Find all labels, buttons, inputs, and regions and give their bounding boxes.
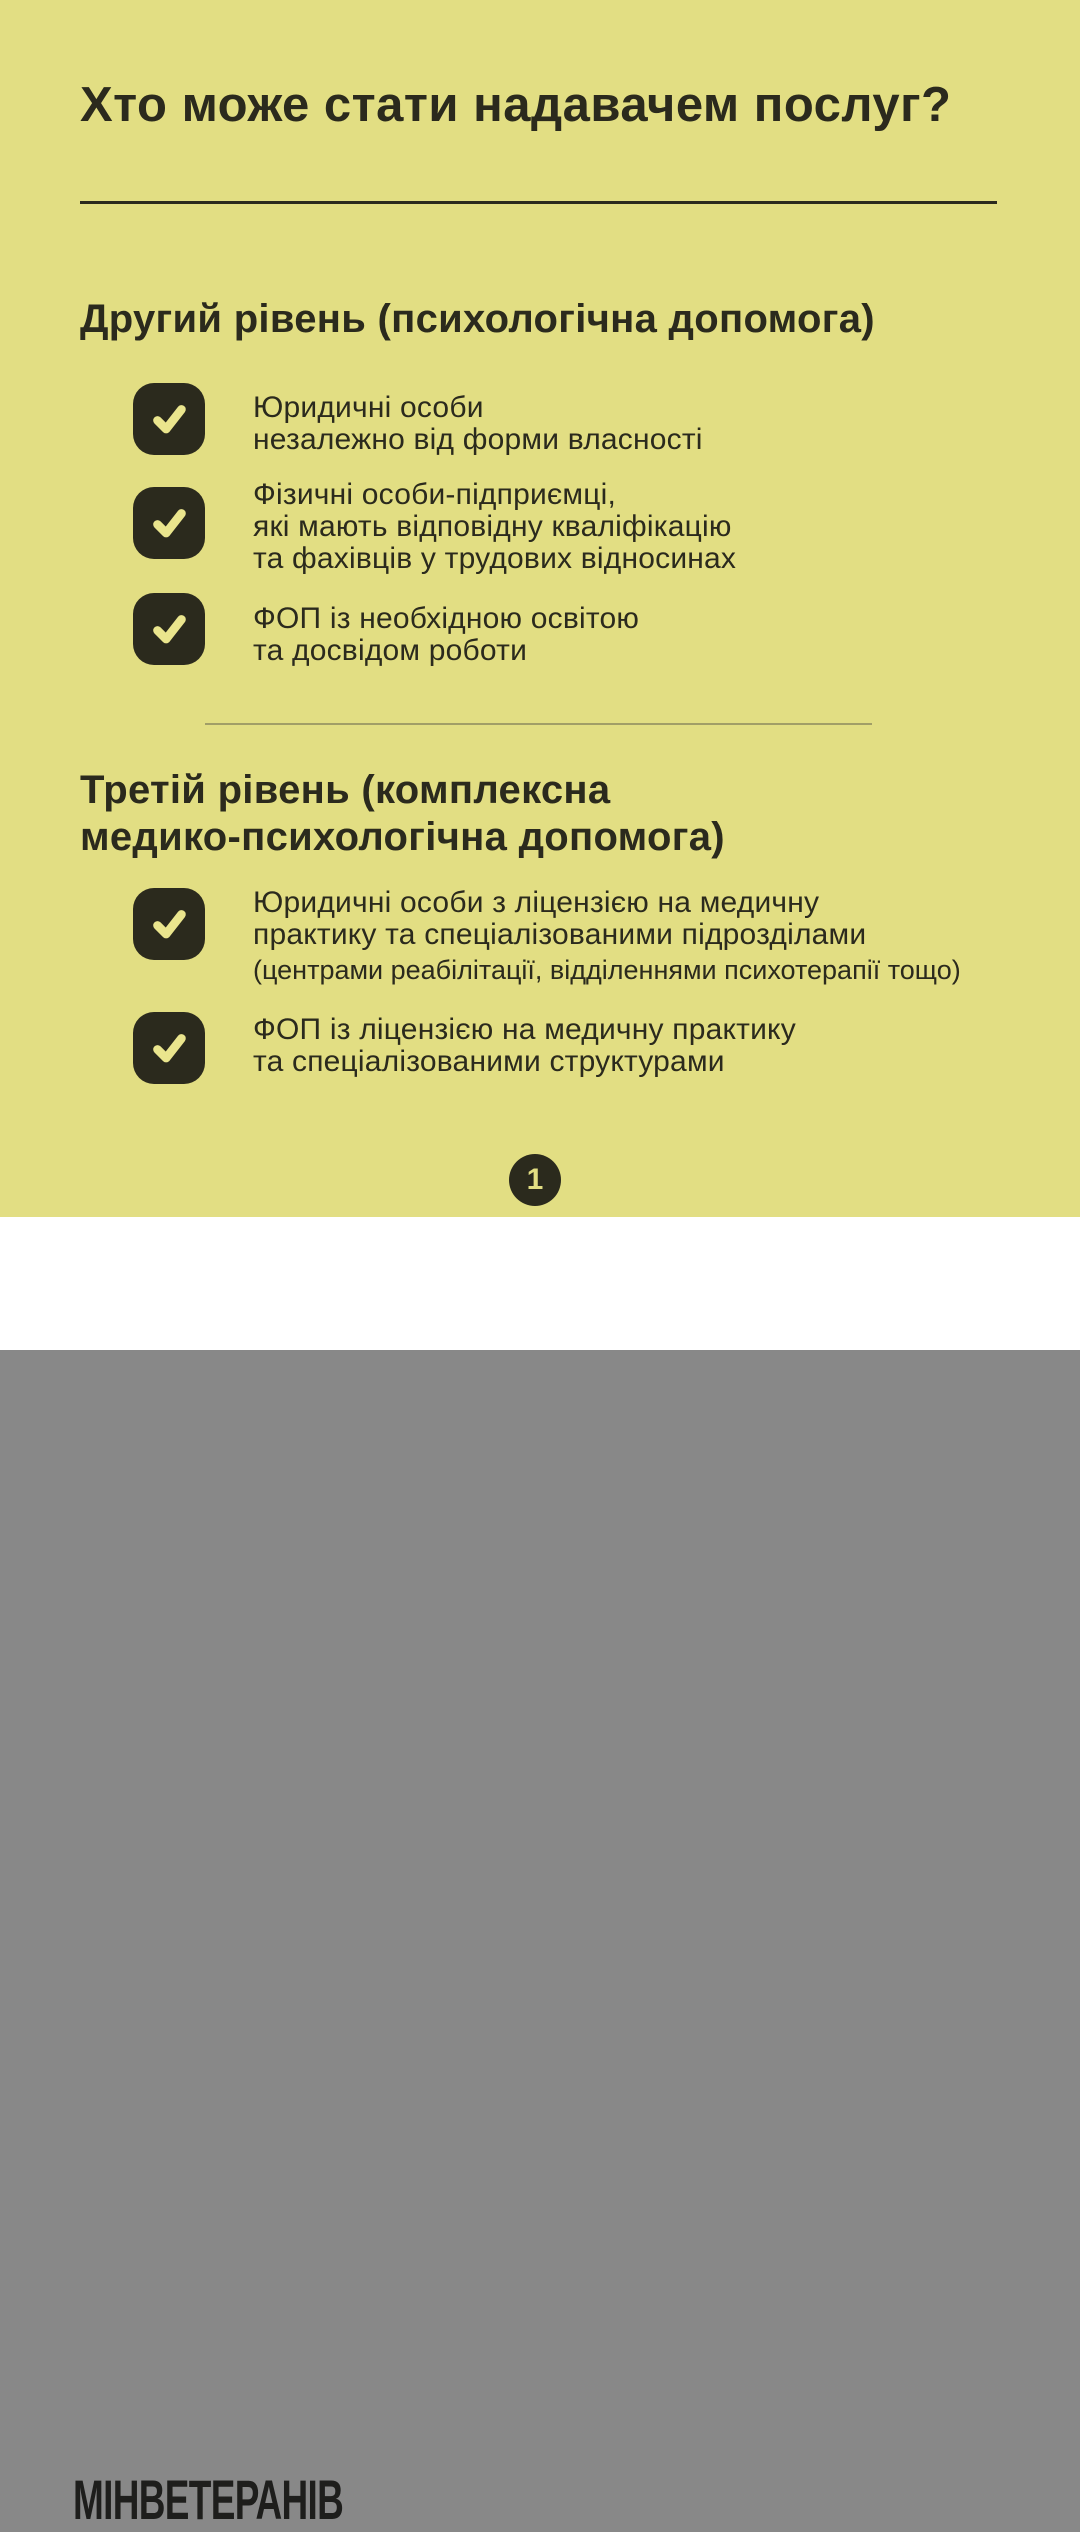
checkmark-icon <box>133 487 205 559</box>
item-text <box>253 603 639 667</box>
item-text-line: незалежно від форми власності <box>253 423 703 456</box>
checkmark-icon <box>133 888 205 960</box>
item-text-line: практику та спеціалізованими підрозділами <box>253 918 867 951</box>
item-text-line: Юридичні особи з ліцензією на медичну <box>253 886 820 919</box>
footer <box>0 1217 1080 2531</box>
page-title: Хто може стати надавачем послуг? <box>80 78 952 132</box>
item-text <box>253 887 961 987</box>
item-text-line: ФОП із необхідною освітою <box>253 602 640 635</box>
title-rule <box>80 201 997 204</box>
item-text <box>253 1014 796 1078</box>
item-text-line: та досвідом роботи <box>253 634 528 667</box>
heading-line: Третій рівень (комплексна <box>80 768 611 812</box>
item-text-line: ФОП із ліцензією на медичну практику <box>253 1013 796 1046</box>
item-text-line: Юридичні особи <box>253 391 484 424</box>
checkmark-icon <box>133 1012 205 1084</box>
section-heading-level3 <box>80 767 725 861</box>
item-text-line: Фізичні особи-підприємці, <box>253 478 617 511</box>
item-text <box>253 479 736 575</box>
checkmark-icon <box>133 383 205 455</box>
item-text-note: (центрами реабілітації, відділеннями психотерапії тощо) <box>253 955 961 985</box>
section-heading-level2: Другий рівень (психологічна допомога) <box>80 297 875 341</box>
heading-line: медико-психологічна допомога) <box>80 815 725 859</box>
section-divider <box>205 723 872 725</box>
page-number-badge <box>509 1154 561 1206</box>
checkmark-icon <box>133 593 205 665</box>
item-text-line: які мають відповідну кваліфікацію <box>253 510 732 543</box>
item-text <box>253 392 703 456</box>
item-text-line: та фахівців у трудових відносинах <box>253 542 737 575</box>
ministry-logo: МІНВЕТЕРАНІВ <box>73 2468 344 2531</box>
item-text-line: та спеціалізованими структурами <box>253 1045 725 1078</box>
page-number: 1 <box>526 1163 544 1196</box>
